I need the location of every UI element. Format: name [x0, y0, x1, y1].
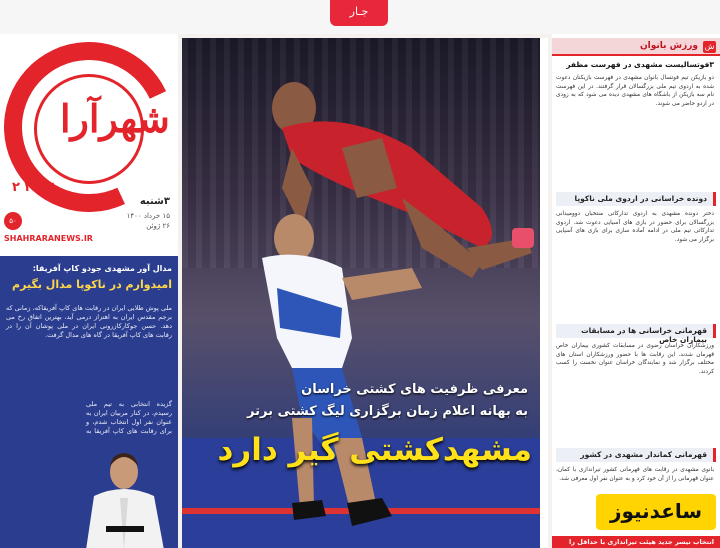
masthead — [0, 34, 178, 254]
item3-title-bar — [556, 324, 716, 344]
left-story-title: امیدوارم در ناکوپا مدال بگیرم — [12, 278, 172, 291]
headline-subhead-2: به بهانه اعلام زمان برگزاری لیگ کشتی برتر — [247, 404, 528, 419]
item4-body: بانوی مشهدی در رقابت های قهرمانی کشور تیراندازی با کمان، عنوان قهرمانی را از آن خود کرد و به عنوان نفر اول معرفی شد. — [556, 467, 714, 482]
price-badge: ۵۰ — [4, 212, 22, 230]
left-story — [0, 256, 178, 548]
issue-number: ۲ ۳ ۴ ۱ — [12, 180, 58, 195]
main-photo — [182, 38, 540, 548]
judoka-photo — [76, 438, 172, 548]
item2-title: دونده خراسانی در اردوی ملی ناکوپا — [574, 194, 707, 203]
item4-title-bar — [556, 448, 716, 462]
watermark: ساعدنیوز — [596, 494, 716, 530]
item3-body: ورزشکاران خراسان رضوی در مسابقات کشوری بیماران خاص قهرمان شدند. این رقابت ها با حضور ورزشکاران استان های مختلف برگزار شد و نمایندگان خراسان عنوان نخست را کسب کردند. — [556, 343, 714, 375]
headline-subhead-1: معرفی ظرفیت های کشتی خراسان — [301, 382, 528, 397]
item2-body: دختر دونده مشهدی به اردوی تدارکاتی منتخبان دوومیدانی بزرگسالان برای حضور در بازی های آسیایی دعوت شد. اردوی تدارکاتی تیم ملی در ادامه آماده سازی برای بازی های آسیایی برگزار می شود. — [556, 211, 714, 243]
left-column — [0, 34, 178, 548]
wrestlers-illustration — [182, 38, 540, 548]
section-icon: ش — [704, 42, 715, 51]
site-url: SHAHRARANEWS.IR — [4, 234, 93, 243]
section-label: ورزش بانوان — [639, 41, 698, 51]
date-sub: ۲۶ ژوئن — [146, 222, 170, 230]
right-column — [552, 34, 720, 548]
date-line: ۱۵ خرداد ۱۴۰۰ — [126, 212, 170, 220]
logo-text: شهرآرا — [60, 96, 170, 141]
issue-day: ۳شنبه — [139, 196, 170, 207]
section-header — [552, 38, 720, 56]
item1-body: دو بازیکن تیم فوتسال بانوان مشهدی در فهرست بازیکنان دعوت شده به اردوی تیم ملی بزرگسالان قرار گرفتند. در این فهرست نام سه بازیکن از باشگاه های مشهدی دیده می شود که به زودی در اردو حاضر می شوند. — [556, 75, 714, 107]
left-story-kicker: مدال آور مشهدی جودو کاپ آفریقا: — [32, 264, 172, 273]
issue-date — [127, 211, 170, 231]
main-headline: مشهدکشتی گیر دارد — [217, 432, 532, 468]
item2-title-bar — [556, 192, 716, 206]
left-story-body-2: گزیده انتخابی به تیم ملی رسیدم، در کنار مربیان ایران به عنوان نفر اول انتخاب شدم، و برای رقابت های کاپ آفریقا به — [86, 400, 172, 435]
item4-title: قهرمانی کماندار مشهدی در کشور — [580, 450, 707, 459]
footer-strip: انتخاب نیسر جدید هیئت تیراندازی با حداقل را — [552, 536, 720, 548]
item3-title: قهرمانی خراسانی ها در مسابقات بیماران خاص — [581, 326, 707, 344]
left-story-body: ملی پوش طلایی ایران در رقابت های کاپ آفریقاکه، زمانی که برجم مقدس ایران به اهتزاز درمی آید، بهترین اتفاق رخ می دهد. حسن جوکارکازرونی ایران در ملی پوشان آن را در رقابت های کاپ آفریقا در گاه های مدال گرفت. — [6, 304, 172, 339]
top-tag: جـار — [330, 0, 388, 26]
item1-title: ۳فوتسالیست مشهدی در فهرست مظفر — [566, 60, 714, 69]
photo-edge — [540, 38, 548, 548]
